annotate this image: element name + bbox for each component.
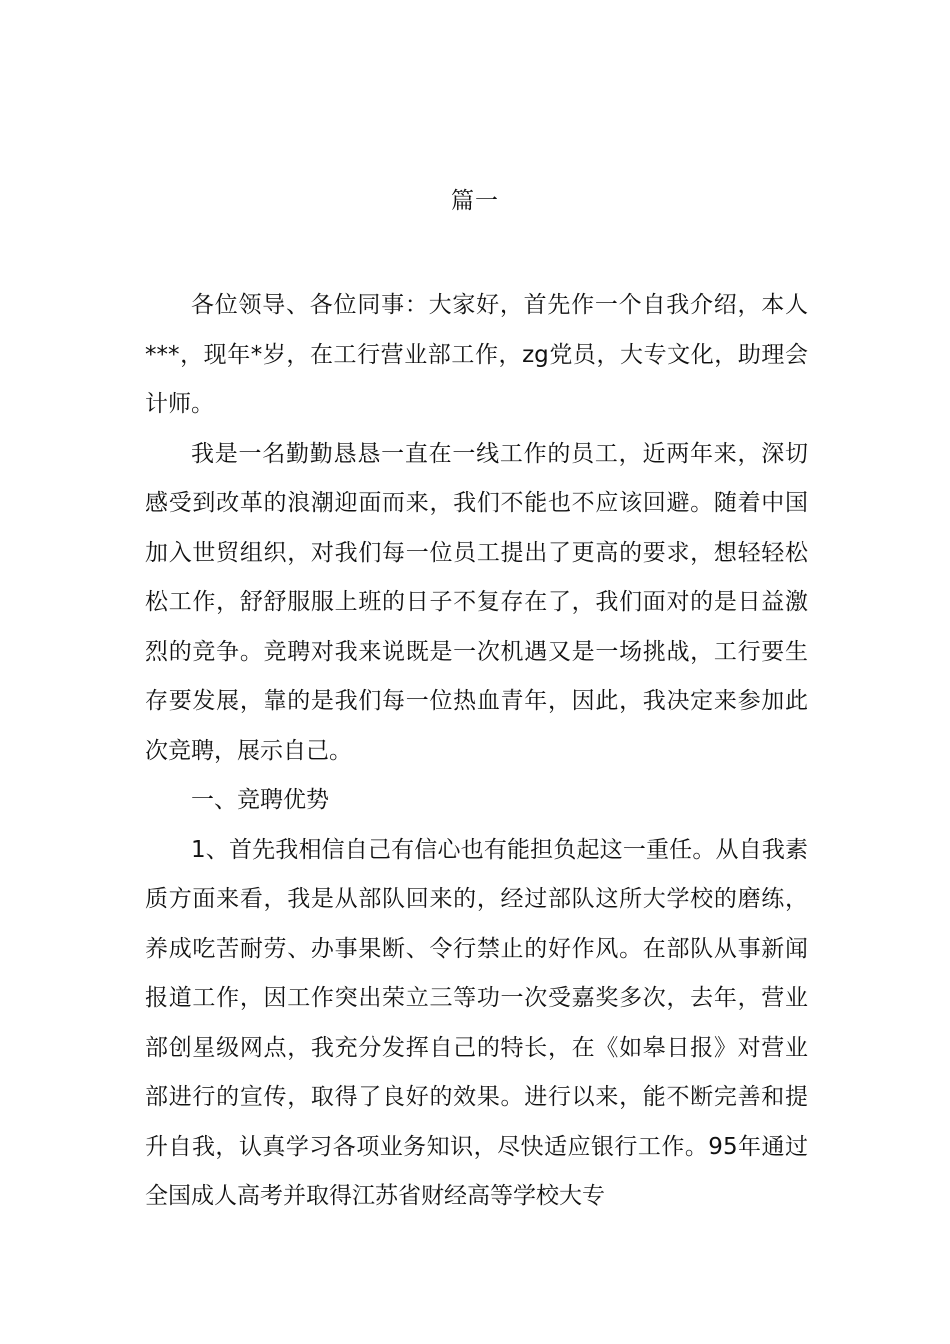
paragraph-motivation: 我是一名勤勤恳恳一直在一线工作的员工，近两年来，深切感受到改革的浪潮迎面而来，我们不能也不应该回避。随着中国加入世贸组织，对我们每一位员工提出了更高的要求，想轻轻松松工作，舒舒服服上班的日子不复存在了，我们面对的是日益激烈的竞争。竞聘对我来说既是一次机遇又是一场挑战，工行要生存要发展，靠的是我们每一位热血青年，因此，我决定来参加此次竞聘，展示自己。: [145, 440, 808, 764]
paragraph-greeting: 各位领导、各位同事：大家好，首先作一个自我介绍，本人***，现年*岁，在工行营业部工作，zg党员，大专文化，助理会计师。: [145, 292, 808, 417]
paragraph-advantage-1: 1、首先我相信自己有信心也有能担负起这一重任。从自我素质方面来看，我是从部队回来的，经过部队这所大学校的磨练，养成吃苦耐劳、办事果断、令行禁止的好作风。在部队从事新闻报道工作，因工作突出荣立三等功一次受嘉奖多次，去年，营业部创星级网点，我充分发挥自己的特长，在《如皋日报》对营业部进行的宣传，取得了良好的效果。进行以来，能不断完善和提升自我，认真学习各项业务知识，尽快适应银行工作。95年通过全国成人高考并取得江苏省财经高等学校大专: [145, 836, 808, 1209]
document-body: [145, 281, 808, 1222]
section-heading-advantages: 一、竞聘优势: [191, 787, 329, 813]
document-title: 篇一: [451, 188, 499, 214]
